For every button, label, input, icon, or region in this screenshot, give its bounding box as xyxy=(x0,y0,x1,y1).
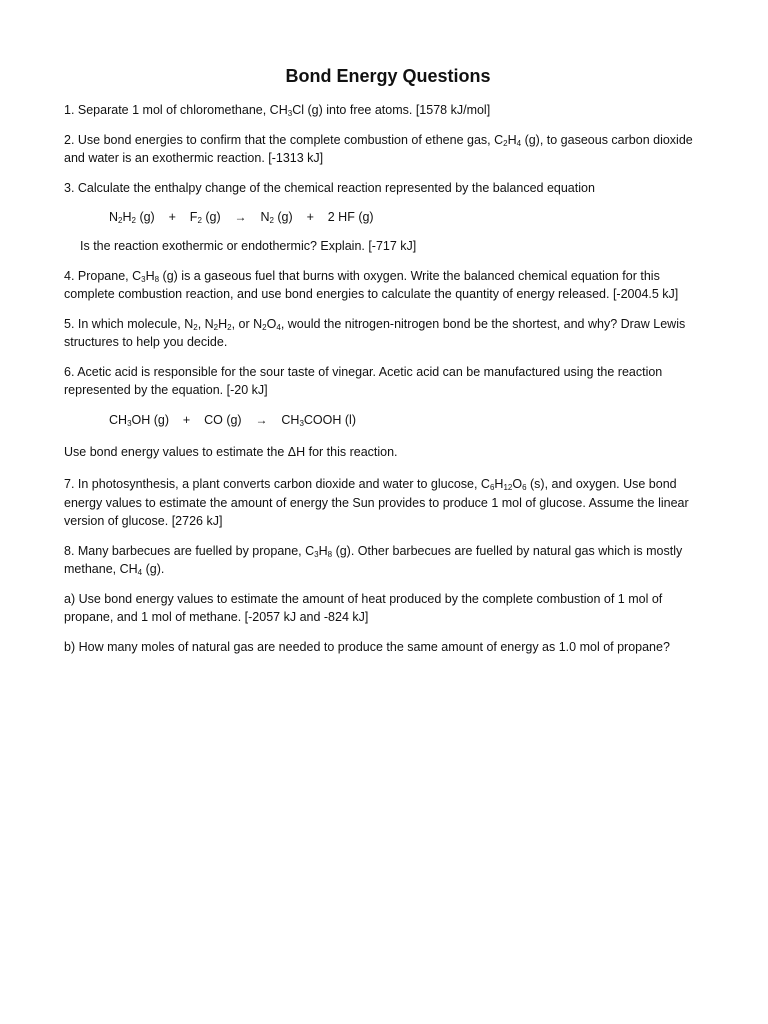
question-6: 6. Acetic acid is responsible for the sour taste of vinegar. Acetic acid can be manufactured using the reaction represented by the equation. [-20 kJ] xyxy=(64,364,663,397)
question-8-part-a: a) Use bond energy values to estimate the amount of heat produced by the complete combustion of 1 mol of propane, and 1 mol of methane. [-2057 kJ and -824 kJ] xyxy=(64,591,663,624)
question-3-followup: Is the reaction exothermic or endothermic? Explain. [-717 kJ] xyxy=(80,239,417,253)
question-7: 7. In photosynthesis, a plant converts carbon dioxide and water to glucose, $C_6H_{12}O_6$ (s), and oxygen. Use bond energy values to estimate the amount of energy the Sun provides to produce 1 mol of glucose. Assume the linear version of glucose. [2726 kJ] xyxy=(64,477,689,528)
question-3: 3. Calculate the enthalpy change of the chemical reaction represented by the balanced equation xyxy=(64,180,595,195)
question-4: 4. Propane, $C_3H_8$ (g) is a gaseous fuel that burns with oxygen. Write the balanced chemical equation for this complete combustion reaction, and use bond energies to calculate the quantity of energy released. [-2004.5 kJ] xyxy=(64,268,679,301)
reaction-arrow-icon: → xyxy=(234,210,247,224)
question-1: 1. Separate 1 mol of chloromethane, $CH_3Cl$ (g) into free atoms. [1578 kJ/mol] xyxy=(64,103,491,118)
question-2: 2. Use bond energies to confirm that the complete combustion of ethene gas, $C_2H_4$ (g), to gaseous carbon dioxide and water is an exothermic reaction. [-1313 kJ] xyxy=(64,132,693,165)
page-title: Bond Energy Questions xyxy=(285,66,491,86)
question-6-followup: Use bond energy values to estimate the ΔH for this reaction. xyxy=(64,444,398,459)
question-5: 5. In which molecule, $N_2$, $N_2H_2$, or $N_2O_4$, would the nitrogen-nitrogen bond be the shortest, and why? Draw Lewis structures to help you decide. xyxy=(64,316,686,349)
question-6-equation: $CH_3OH$ (g) + CO (g) → $CH_3COOH$ (l) xyxy=(109,412,356,428)
question-3-equation: $N_2H_2$ (g) + $F_2$ (g) → $N_2$ (g) + 2 HF (g) xyxy=(109,210,374,225)
question-8-part-b: b) How many moles of natural gas are needed to produce the same amount of energy as 1.0 mol of propane? xyxy=(64,639,670,654)
question-8: 8. Many barbecues are fuelled by propane, $C_3H_8$ (g). Other barbecues are fuelled by natural gas which is mostly methane, $CH_4$ (g). xyxy=(64,543,683,577)
reaction-arrow-icon: → xyxy=(255,412,268,427)
